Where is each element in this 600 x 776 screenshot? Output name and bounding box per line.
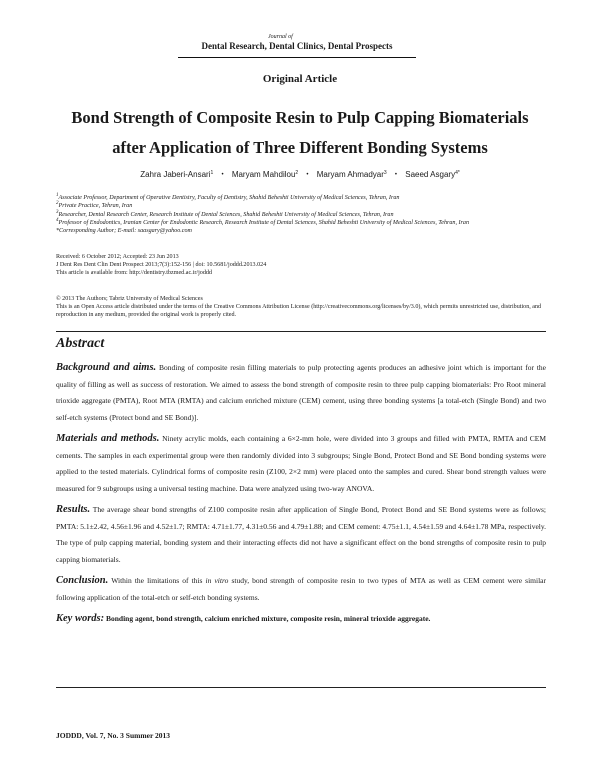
keywords-label: Key words:	[56, 613, 105, 624]
author: Zahra Jaberi-Ansari$^1$	[140, 170, 214, 179]
affiliation: $^3$Researcher, Dental Research Center, Research Institute of Dental Sciences, Shahid Beheshti University of Medical Sciences, Tehran, Iran	[56, 209, 394, 218]
publication-info	[56, 253, 546, 277]
author-separator: •	[394, 172, 398, 178]
abstract-top-rule	[56, 331, 546, 332]
copyright: © 2013 The Authors; Tabriz University of Medical Sciences	[56, 296, 203, 302]
availability-link[interactable]: This article is available from: http://dentistry.tbzmed.ac.ir/joddd	[56, 270, 212, 276]
abstract-methods: Materials and methods. Ninety acrylic molds, each containing a 6×2-mm hole, were divided into 3 groups and filled with PMTA, RMTA and CEM cements. The samples in each experimental group were then randomly divided into 3 subgroups; Single Bond, Protect Bond and SE Bond bonding systems were applied to the tested materials. Cylindrical forms of composite resin (Z100, 2×2 mm) were placed onto the samples and cured. Shear bond strength values were measured for 9 subgroups using a universal testing machine. Data were analyzed using two-way ANOVA.	[56, 433, 547, 493]
conclusion-label: Conclusion.	[56, 575, 109, 586]
page-footer: JODDD, Vol. 7, No. 3 Summer 2013	[56, 731, 171, 740]
abstract-bottom-rule	[56, 687, 546, 688]
affiliations	[56, 194, 546, 235]
author-list	[40, 170, 560, 179]
article-title	[40, 103, 560, 163]
title-line-1: Bond Strength of Composite Resin to Pulp Capping Biomaterials	[71, 108, 529, 127]
abstract-background: Background and aims. Bonding of composite resin filling materials to pulp protecting agents produces an adhesive joint which is important for the quality of filling as well as success of restoration. We aimed to assess the bond strength of composite resin to three pulp capping biomaterials: Pro Root mineral trioxide aggregate (PMTA), Root MTA (RMTA) and calcium enriched mixture (CEM) cement, using three bonding systems [a total-etch (Single Bond) and two self-etch systems (Protect bond and SE Bond)].	[56, 362, 546, 422]
results-label: Results.	[56, 504, 91, 515]
journal-header	[178, 34, 416, 51]
citation: J Dent Res Dent Clin Dent Prospect 2013;7(3):152-156 | doi: 10.5681/joddd.2013.024	[56, 262, 267, 268]
license-notice	[56, 295, 546, 319]
abstract-heading: Abstract	[56, 336, 105, 351]
affiliation: $^4$Professor of Endodontics, Iranian Center for Endodontic Research, Research Institute of Dental Sciences, Shahid Beheshti University of Medical Sciences, Tehran, Iran	[56, 217, 470, 226]
abstract-body	[56, 360, 546, 633]
methods-label: Materials and methods.	[56, 433, 160, 444]
affiliation: $^2$Private Practice, Tehran, Iran	[56, 201, 133, 210]
abstract-keywords: Key words: Bonding agent, bond strength, calcium enriched mixture, composite resin, mineral trioxide aggregate.	[56, 613, 431, 624]
article-type: Original Article	[262, 73, 338, 85]
abstract-results: Results. The average shear bond strengths of Z100 composite resin after application of Single Bond, Protect Bond and SE Bond systems were as follows; PMTA: 5.1±2.42, 4.56±1.96 and 4.52±1.7; RMTA: 4.71±1.77, 4.31±0.56 and 4.79±1.88; and CEM cement: 4.75±1.1, 4.54±1.59 and 4.64±1.78 MPa, respectively. The type of pulp capping material, bonding system and their interacting effects did not have a significant effect on the bond strengths of composite resin to pulp capping biomaterials.	[56, 504, 546, 564]
background-label: Background and aims.	[56, 362, 157, 373]
corresponding-author: *Corresponding Author; E-mail: saasgary@yahoo.com	[56, 228, 192, 235]
affiliation: $^1$Associate Professor, Department of Operative Dentistry, Faculty of Dentistry, Shahid Beheshti University of Medical Sciences, Tehran, Iran	[56, 193, 400, 201]
title-line-2: after Application of Three Different Bonding Systems	[112, 138, 488, 157]
header-divider	[178, 57, 416, 58]
author: Maryam Ahmadyar$^3$	[316, 170, 387, 179]
journal-of-label: Journal of	[268, 34, 293, 40]
journal-name: Dental Research, Dental Clinics, Dental Prospects	[201, 41, 393, 51]
author-separator: •	[221, 172, 224, 178]
author: Maryam Mahdilou$^2$	[231, 170, 299, 179]
abstract-conclusion: Conclusion. Within the limitations of this in vitro study, bond strength of composite resin to two types of MTA as well as CEM cement were similar following application of the total-etch or self-etch bonding systems.	[56, 575, 546, 602]
author-separator: •	[306, 172, 309, 178]
author: Saeed Asgary$^{4*}$	[405, 170, 460, 179]
license-text: This is an Open Access article distributed under the terms of the Creative Commons Attribution License (http://creativecommons.org/licenses/by/3.0), which permits unrestricted use, distribution, and reproduction in any medium, provided the original work is properly cited.	[56, 304, 542, 318]
received-dates: Received: 6 October 2012; Accepted: 23 Jun 2013	[56, 254, 179, 260]
